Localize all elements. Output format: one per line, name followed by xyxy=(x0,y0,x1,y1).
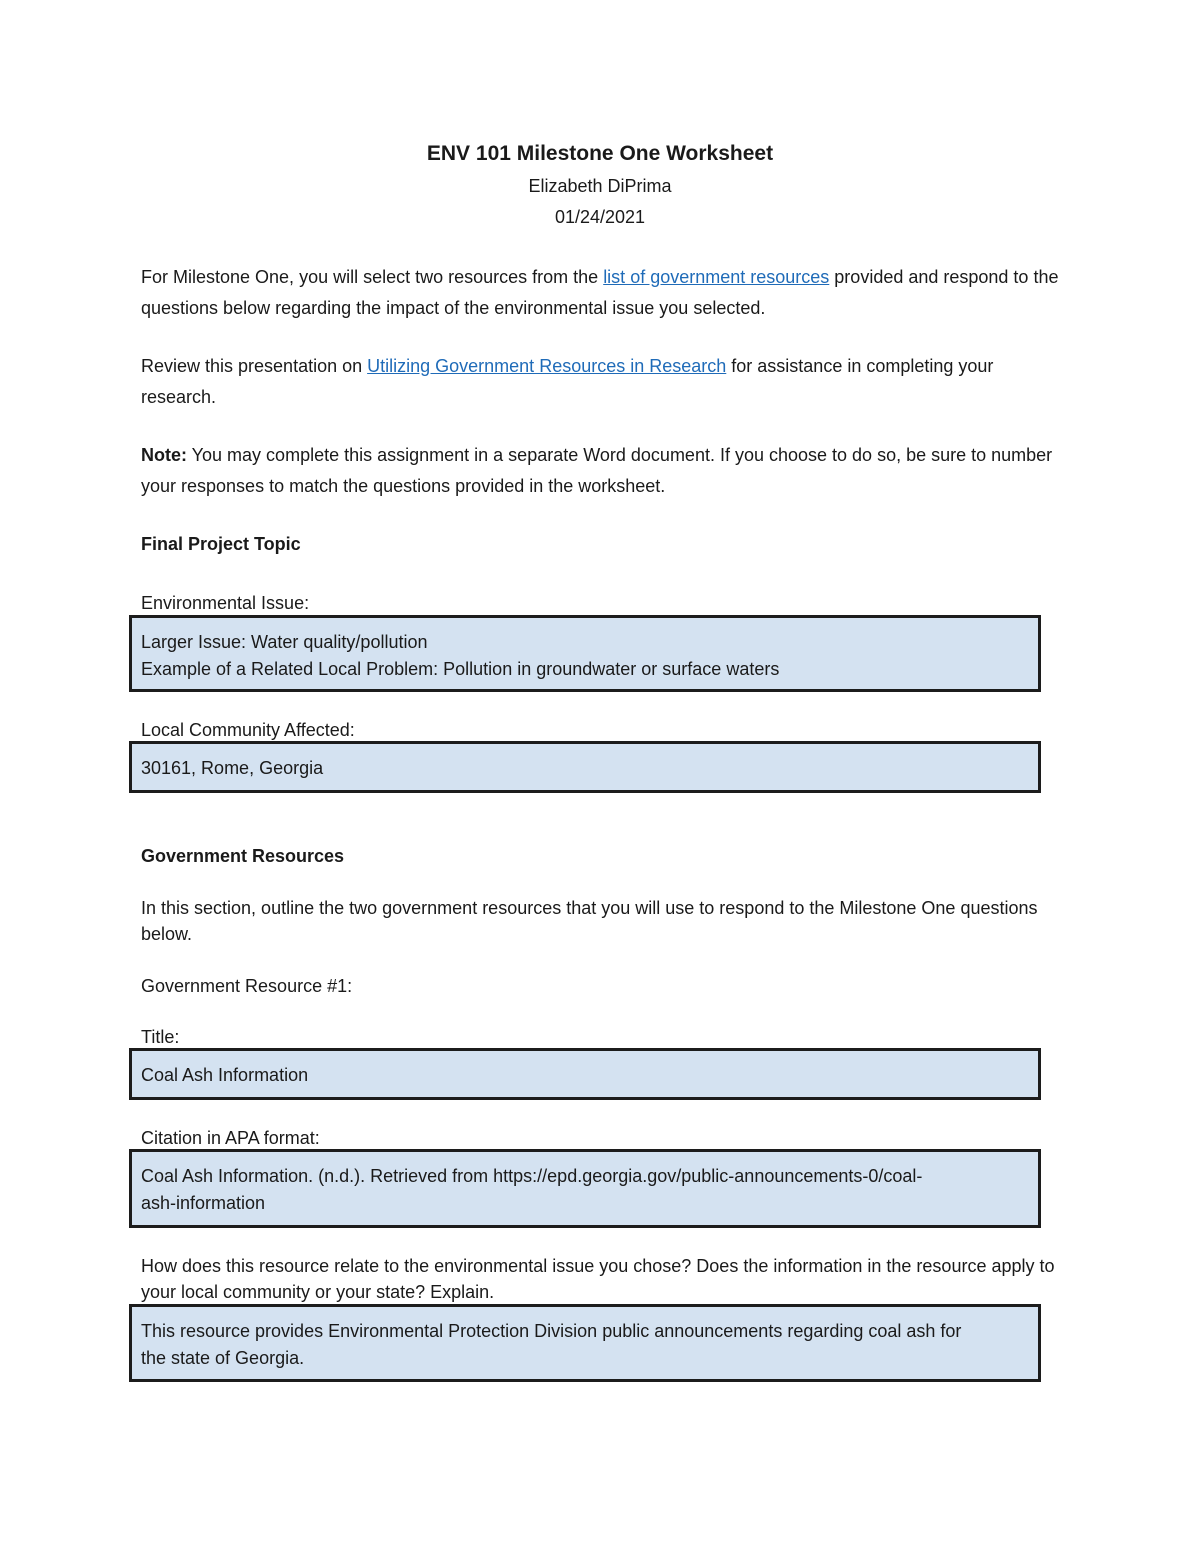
relate-question: How does this resource relate to the environmental issue you chose? Does the information in the resource apply to your local community or your state? Explain. xyxy=(141,1256,1055,1302)
local-community-value: 30161, Rome, Georgia xyxy=(141,758,324,778)
government-resources-intro: In this section, outline the two government resources that you will use to respond to the Milestone One questions below. xyxy=(141,898,1038,944)
citation-field[interactable] xyxy=(129,1149,1041,1228)
citation-line-2: ash-information xyxy=(141,1193,266,1213)
presentation-text-after: for assistance in completing your research. xyxy=(141,356,994,407)
presentation-link[interactable]: Utilizing Government Resources in Research xyxy=(367,356,727,376)
larger-issue-text: Larger Issue: Water quality/pollution xyxy=(141,632,428,652)
related-local-problem-text: Example of a Related Local Problem: Pollution in groundwater or surface waters xyxy=(141,659,780,679)
final-project-heading: Final Project Topic xyxy=(141,534,301,554)
citation-line-1: Coal Ash Information. (n.d.). Retrieved from https://epd.georgia.gov/public-announcements-0/coal- xyxy=(141,1166,923,1186)
environmental-issue-label: Environmental Issue: xyxy=(141,593,310,613)
title-value: Coal Ash Information xyxy=(141,1065,309,1085)
intro-text-after: provided and respond to the questions below regarding the impact of the environmental issue you selected. xyxy=(141,267,1059,318)
environmental-issue-field[interactable] xyxy=(129,615,1041,692)
title-label: Title: xyxy=(141,1027,180,1047)
document-title: ENV 101 Milestone One Worksheet xyxy=(426,142,774,165)
resource-1-label: Government Resource #1: xyxy=(141,976,353,996)
presentation-paragraph xyxy=(141,351,1061,413)
relate-answer-line-1: This resource provides Environmental Protection Division public announcements regarding coal ash for xyxy=(141,1321,962,1341)
intro-paragraph xyxy=(141,262,1061,324)
local-community-field[interactable] xyxy=(129,741,1041,793)
local-community-label: Local Community Affected: xyxy=(141,720,355,740)
citation-label: Citation in APA format: xyxy=(141,1128,320,1148)
intro-text-before: For Milestone One, you will select two resources from the xyxy=(141,267,604,287)
government-resources-heading: Government Resources xyxy=(141,846,345,866)
government-resources-link[interactable]: list of government resources xyxy=(603,267,830,287)
note-paragraph xyxy=(141,440,1061,502)
relate-answer-field[interactable] xyxy=(129,1304,1041,1382)
presentation-text-before: Review this presentation on xyxy=(141,356,368,376)
relate-answer-line-2: the state of Georgia. xyxy=(141,1348,305,1368)
note-text: You may complete this assignment in a separate Word document. If you choose to do so, be sure to number your responses to match the questions provided in the worksheet. xyxy=(141,445,1053,496)
title-field[interactable] xyxy=(129,1048,1041,1100)
document-date: 01/24/2021 xyxy=(554,207,646,227)
note-label: Note: xyxy=(141,445,187,465)
author-name: Elizabeth DiPrima xyxy=(528,176,672,196)
